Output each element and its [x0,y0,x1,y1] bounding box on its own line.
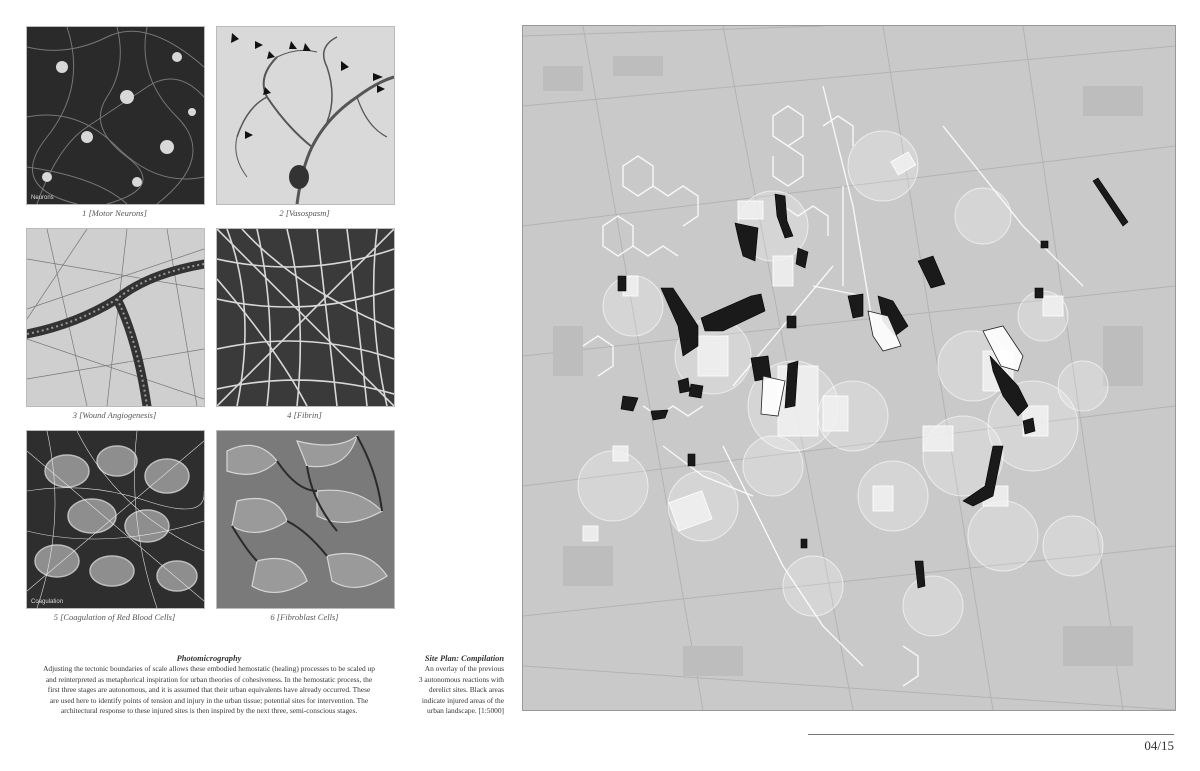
page-rule [808,734,1174,735]
body-line: architectural response to these injured sites is then inspired by the next three, semi-conscious stages. [60,706,358,716]
body-line: 3 autonomous reactions with [418,674,504,684]
photo-fibrin [216,228,395,407]
body-line: An overlay of the previous [424,664,504,674]
photo-caption: 3 [Wound Angiogenesis] [72,410,157,420]
photomicrography-heading: Photomicrography [176,654,242,663]
body-line: Adjusting the tectonic boundaries of scale allows these embodied hemostatic (healing) processes to be scaled up [43,664,375,674]
page-number: 04/15 [1144,738,1174,753]
photo-caption: 2 [Vasospasm] [279,208,330,218]
body-line: first three stages are autonomous, and it is assumed that their urban equivalents have already occurred. These [47,685,371,695]
photo-motor-neurons [26,26,205,205]
photo-vasospasm [216,26,395,205]
photo-tag: Neurons [31,195,54,201]
photo-caption: 6 [Fibroblast Cells] [270,612,339,622]
photo-caption: 5 [Coagulation of Red Blood Cells] [53,612,176,622]
photomicrography-text [28,654,390,716]
photo-caption: 1 [Motor Neurons] [82,208,147,218]
photo-caption: 4 [Fibrin] [287,410,322,420]
site-plan-heading: Site Plan: Compilation [424,654,504,663]
photo-coagulation [26,430,205,609]
site-plan-map [522,25,1176,711]
body-line: are used here to identify points of tension and injury in the urban tissue; potential sites for intervention. The [49,695,369,705]
site-plan-text [400,654,504,716]
motor-neurons-image [27,27,204,204]
fibrin-image [217,229,394,406]
photo-tag: Coagulation [31,599,64,605]
body-line: indicate injured areas of the [421,695,504,705]
body-line: urban landscape. [1:5000] [427,706,504,716]
body-line: derelict sites. Black areas [428,685,504,695]
photo-fibroblast [216,430,395,609]
body-line: and reinterpreted as metaphorical inspiration for urban theories of cohesiveness. In the hemostatic process, the [45,674,373,684]
coagulation-image [27,431,204,608]
photo-wound-angiogenesis [26,228,205,407]
site-plan-drawing [523,26,1175,710]
fibroblast-image [217,431,394,608]
angiogenesis-image [27,229,204,406]
vasospasm-image [217,27,394,204]
